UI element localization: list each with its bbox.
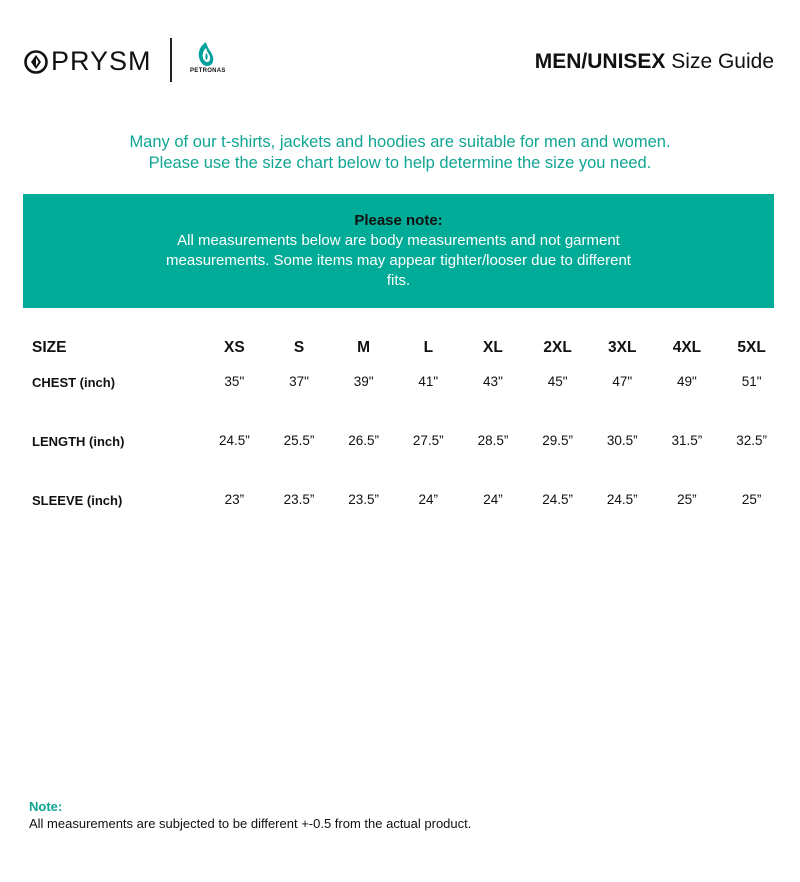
intro-line-2: Please use the size chart below to help determine the size you need. [148, 154, 652, 172]
size-xl: XL [483, 339, 503, 356]
table-cell: 26.5” [348, 433, 380, 448]
chest-label: CHEST (inch) [32, 375, 116, 390]
sleeve-label: SLEEVE (inch) [32, 493, 123, 508]
notice-body: All measurements below are body measurements and not garment measurements. Some items may appear tighter/looser due to different fits. [166, 232, 631, 289]
table-cell: 51" [741, 374, 762, 389]
petronas-wordmark: PETRONAS [190, 68, 226, 74]
table-cell: 24” [418, 492, 439, 507]
table-cell: 30.5” [606, 433, 638, 448]
size-m: M [357, 339, 371, 356]
table-cell: 43" [483, 374, 503, 389]
size-3xl: 3XL [608, 339, 637, 356]
table-cell: 39" [353, 374, 374, 389]
footnote-label: Note: [29, 799, 63, 814]
table-cell: 24.5” [218, 433, 250, 448]
size-5xl: 5XL [737, 339, 766, 356]
footnote [29, 798, 471, 832]
sleeve-row [24, 484, 784, 543]
table-cell: 28.5” [477, 433, 509, 448]
prysm-wordmark: PRYSM [51, 46, 152, 76]
petronas-logo-icon [194, 40, 218, 68]
table-cell: 47" [612, 374, 633, 389]
table-cell: 25” [677, 492, 697, 507]
size-l: L [423, 339, 434, 356]
title-rest: Size Guide [665, 50, 774, 73]
table-cell: 23.5” [348, 492, 380, 507]
notice-title: Please note: [354, 212, 443, 229]
table-cell: 24.5” [606, 492, 638, 507]
table-cell: 24.5” [542, 492, 573, 507]
length-row [24, 425, 784, 484]
header [24, 36, 774, 84]
size-2xl: 2XL [543, 339, 572, 356]
table-cell: 29.5” [542, 433, 573, 448]
table-cell: 27.5” [412, 433, 444, 448]
petronas-logo [190, 40, 226, 74]
intro-line-1: Many of our t-shirts, jackets and hoodies are suitable for men and women. [129, 133, 671, 151]
intro-text [0, 132, 800, 174]
table-cell: 25.5” [283, 433, 315, 448]
notice-banner [23, 194, 774, 308]
length-label: LENGTH (inch) [32, 434, 125, 449]
table-cell: 37" [289, 374, 309, 389]
table-cell: 32.5” [736, 433, 768, 448]
prysm-logo [24, 46, 152, 77]
page-title [535, 50, 774, 74]
table-cell: 49" [677, 374, 697, 389]
logo-divider [170, 38, 172, 82]
size-xs: XS [223, 339, 245, 356]
table-cell: 25” [741, 492, 762, 507]
footnote-text: All measurements are subjected to be different +-0.5 from the actual product. [29, 816, 472, 831]
title-bold: MEN/UNISEX [534, 50, 666, 73]
size-s: S [293, 339, 305, 356]
table-cell: 23” [224, 492, 245, 507]
prysm-logo-icon [24, 50, 48, 74]
size-4xl: 4XL [672, 339, 702, 356]
table-cell: 45" [547, 374, 568, 389]
table-cell: 24” [483, 492, 503, 507]
chest-row [24, 366, 784, 425]
table-cell: 35" [224, 374, 245, 389]
table-cell: 23.5” [283, 492, 315, 507]
size-header-row [24, 330, 784, 366]
table-cell: 31.5” [671, 433, 703, 448]
size-header-label: SIZE [32, 339, 67, 356]
table-cell: 41" [418, 374, 439, 389]
size-table [24, 330, 784, 543]
